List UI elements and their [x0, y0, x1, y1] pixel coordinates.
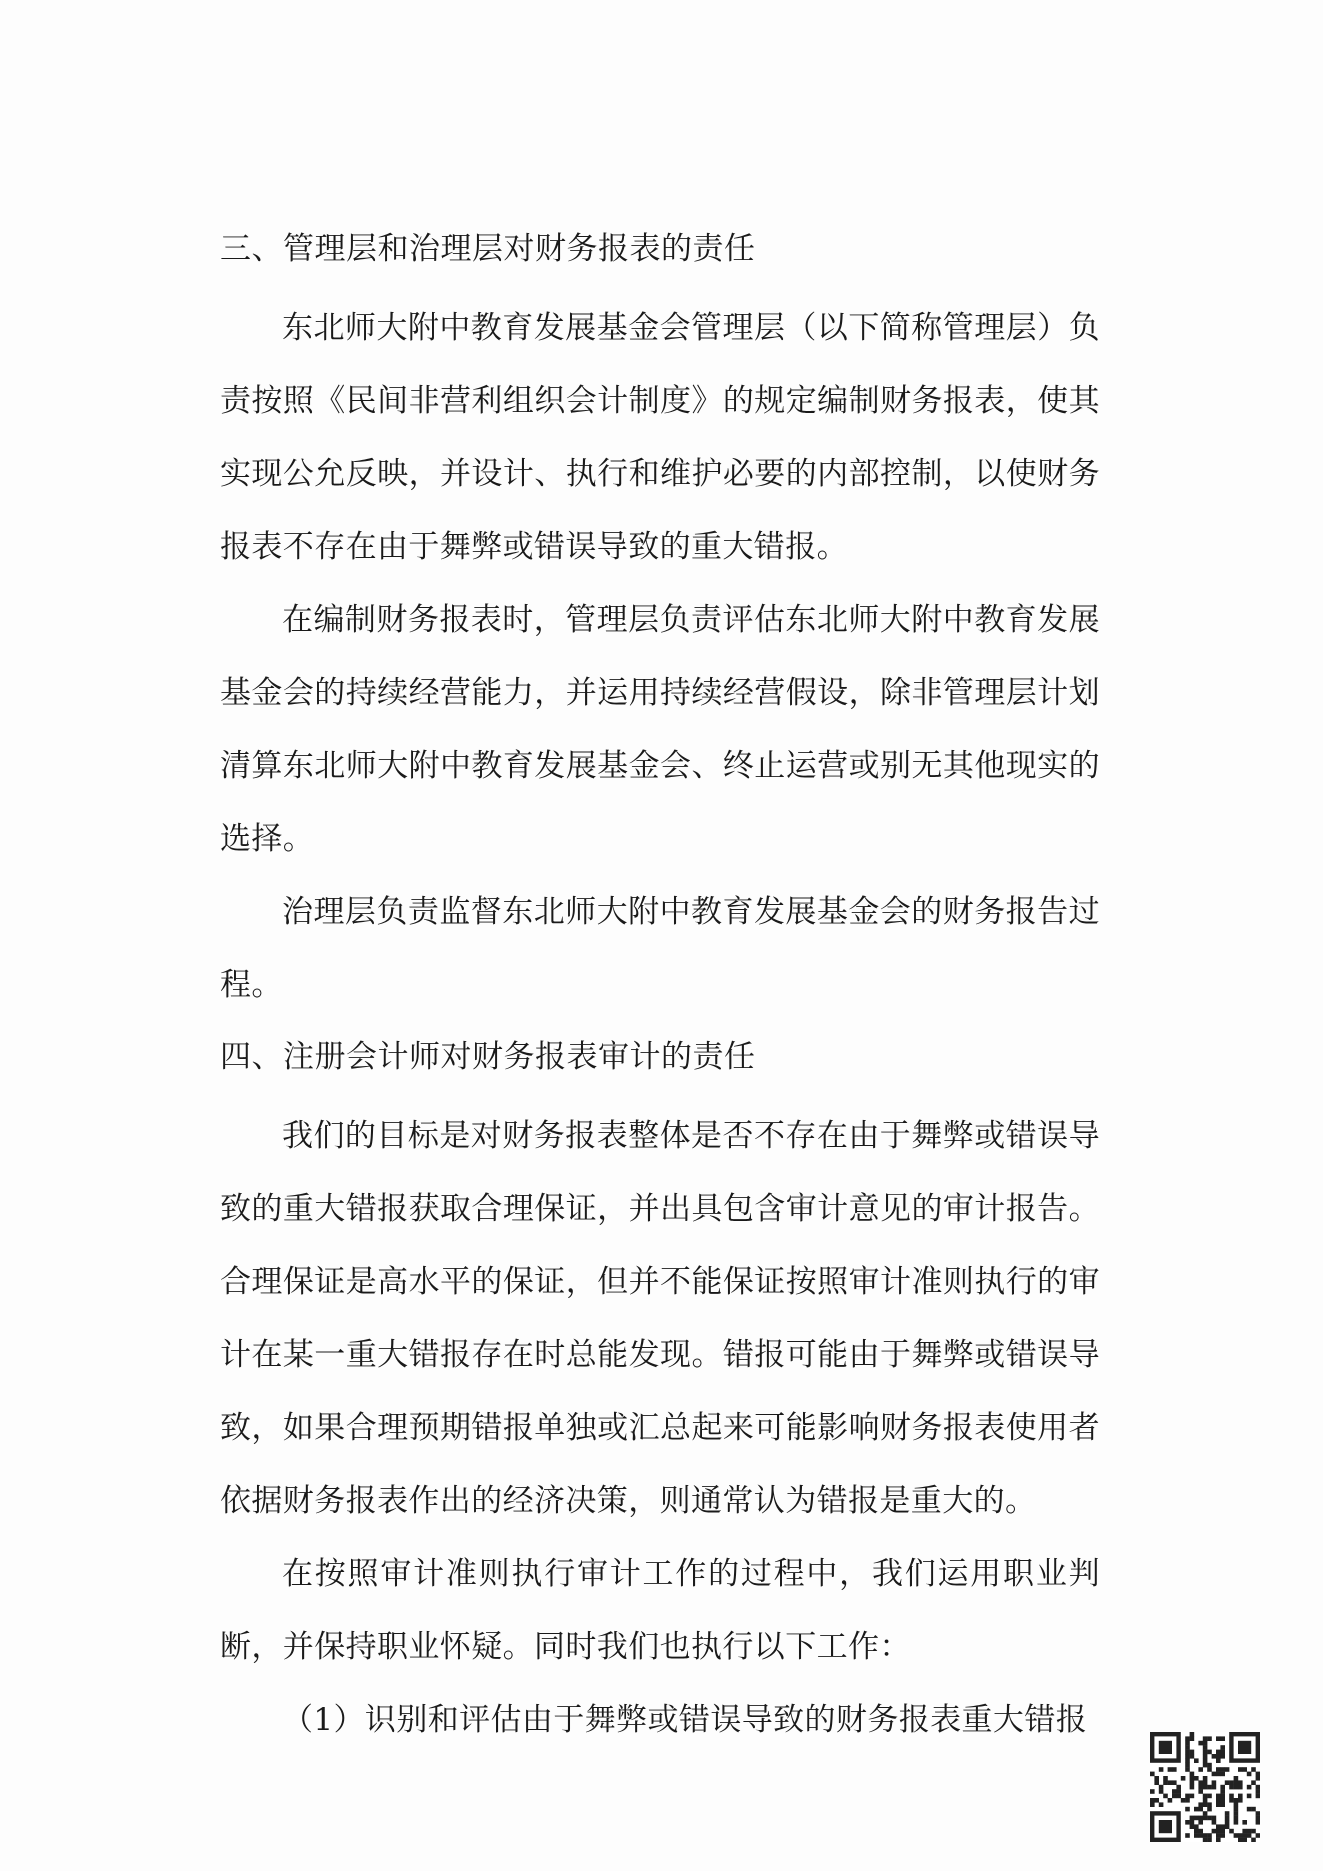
section-4-paragraph-2: 在按照审计准则执行审计工作的过程中，我们运用职业判断，并保持职业怀疑。同时我们也执行以下工作： [220, 1556, 1100, 1665]
section-3-paragraph-3: 治理层负责监督东北师大附中教育发展基金会的财务报告过程。 [220, 894, 1100, 1003]
document-body [220, 218, 1100, 1757]
section-4-paragraph-1: 我们的目标是对财务报表整体是否不存在由于舞弊或错误导致的重大错报获取合理保证，并出具包含审计意见的审计报告。合理保证是高水平的保证，但并不能保证按照审计准则执行的审计在某一重大错报存在时总能发现。错报可能由于舞弊或错误导致，如果合理预期错报单独或汇总起来可能影响财务报表使用者依据财务报表作出的经济决策，则通常认为错报是重大的。 [220, 1118, 1100, 1519]
section-3-paragraph-2: 在编制财务报表时，管理层负责评估东北师大附中教育发展基金会的持续经营能力，并运用持续经营假设，除非管理层计划清算东北师大附中教育发展基金会、终止运营或别无其他现实的选择。 [220, 602, 1100, 857]
section-4-paragraph-3: （1）识别和评估由于舞弊或错误导致的财务报表重大错报 [282, 1702, 1088, 1738]
qr-code-icon [1150, 1732, 1260, 1842]
section-4-heading: 四、注册会计师对财务报表审计的责任 [220, 1039, 756, 1075]
section-3-heading: 三、管理层和治理层对财务报表的责任 [220, 231, 756, 267]
section-3-paragraph-1: 东北师大附中教育发展基金会管理层（以下简称管理层）负责按照《民间非营利组织会计制度》的规定编制财务报表，使其实现公允反映，并设计、执行和维护必要的内部控制，以使财务报表不存在由于舞弊或错误导致的重大错报。 [220, 310, 1100, 565]
